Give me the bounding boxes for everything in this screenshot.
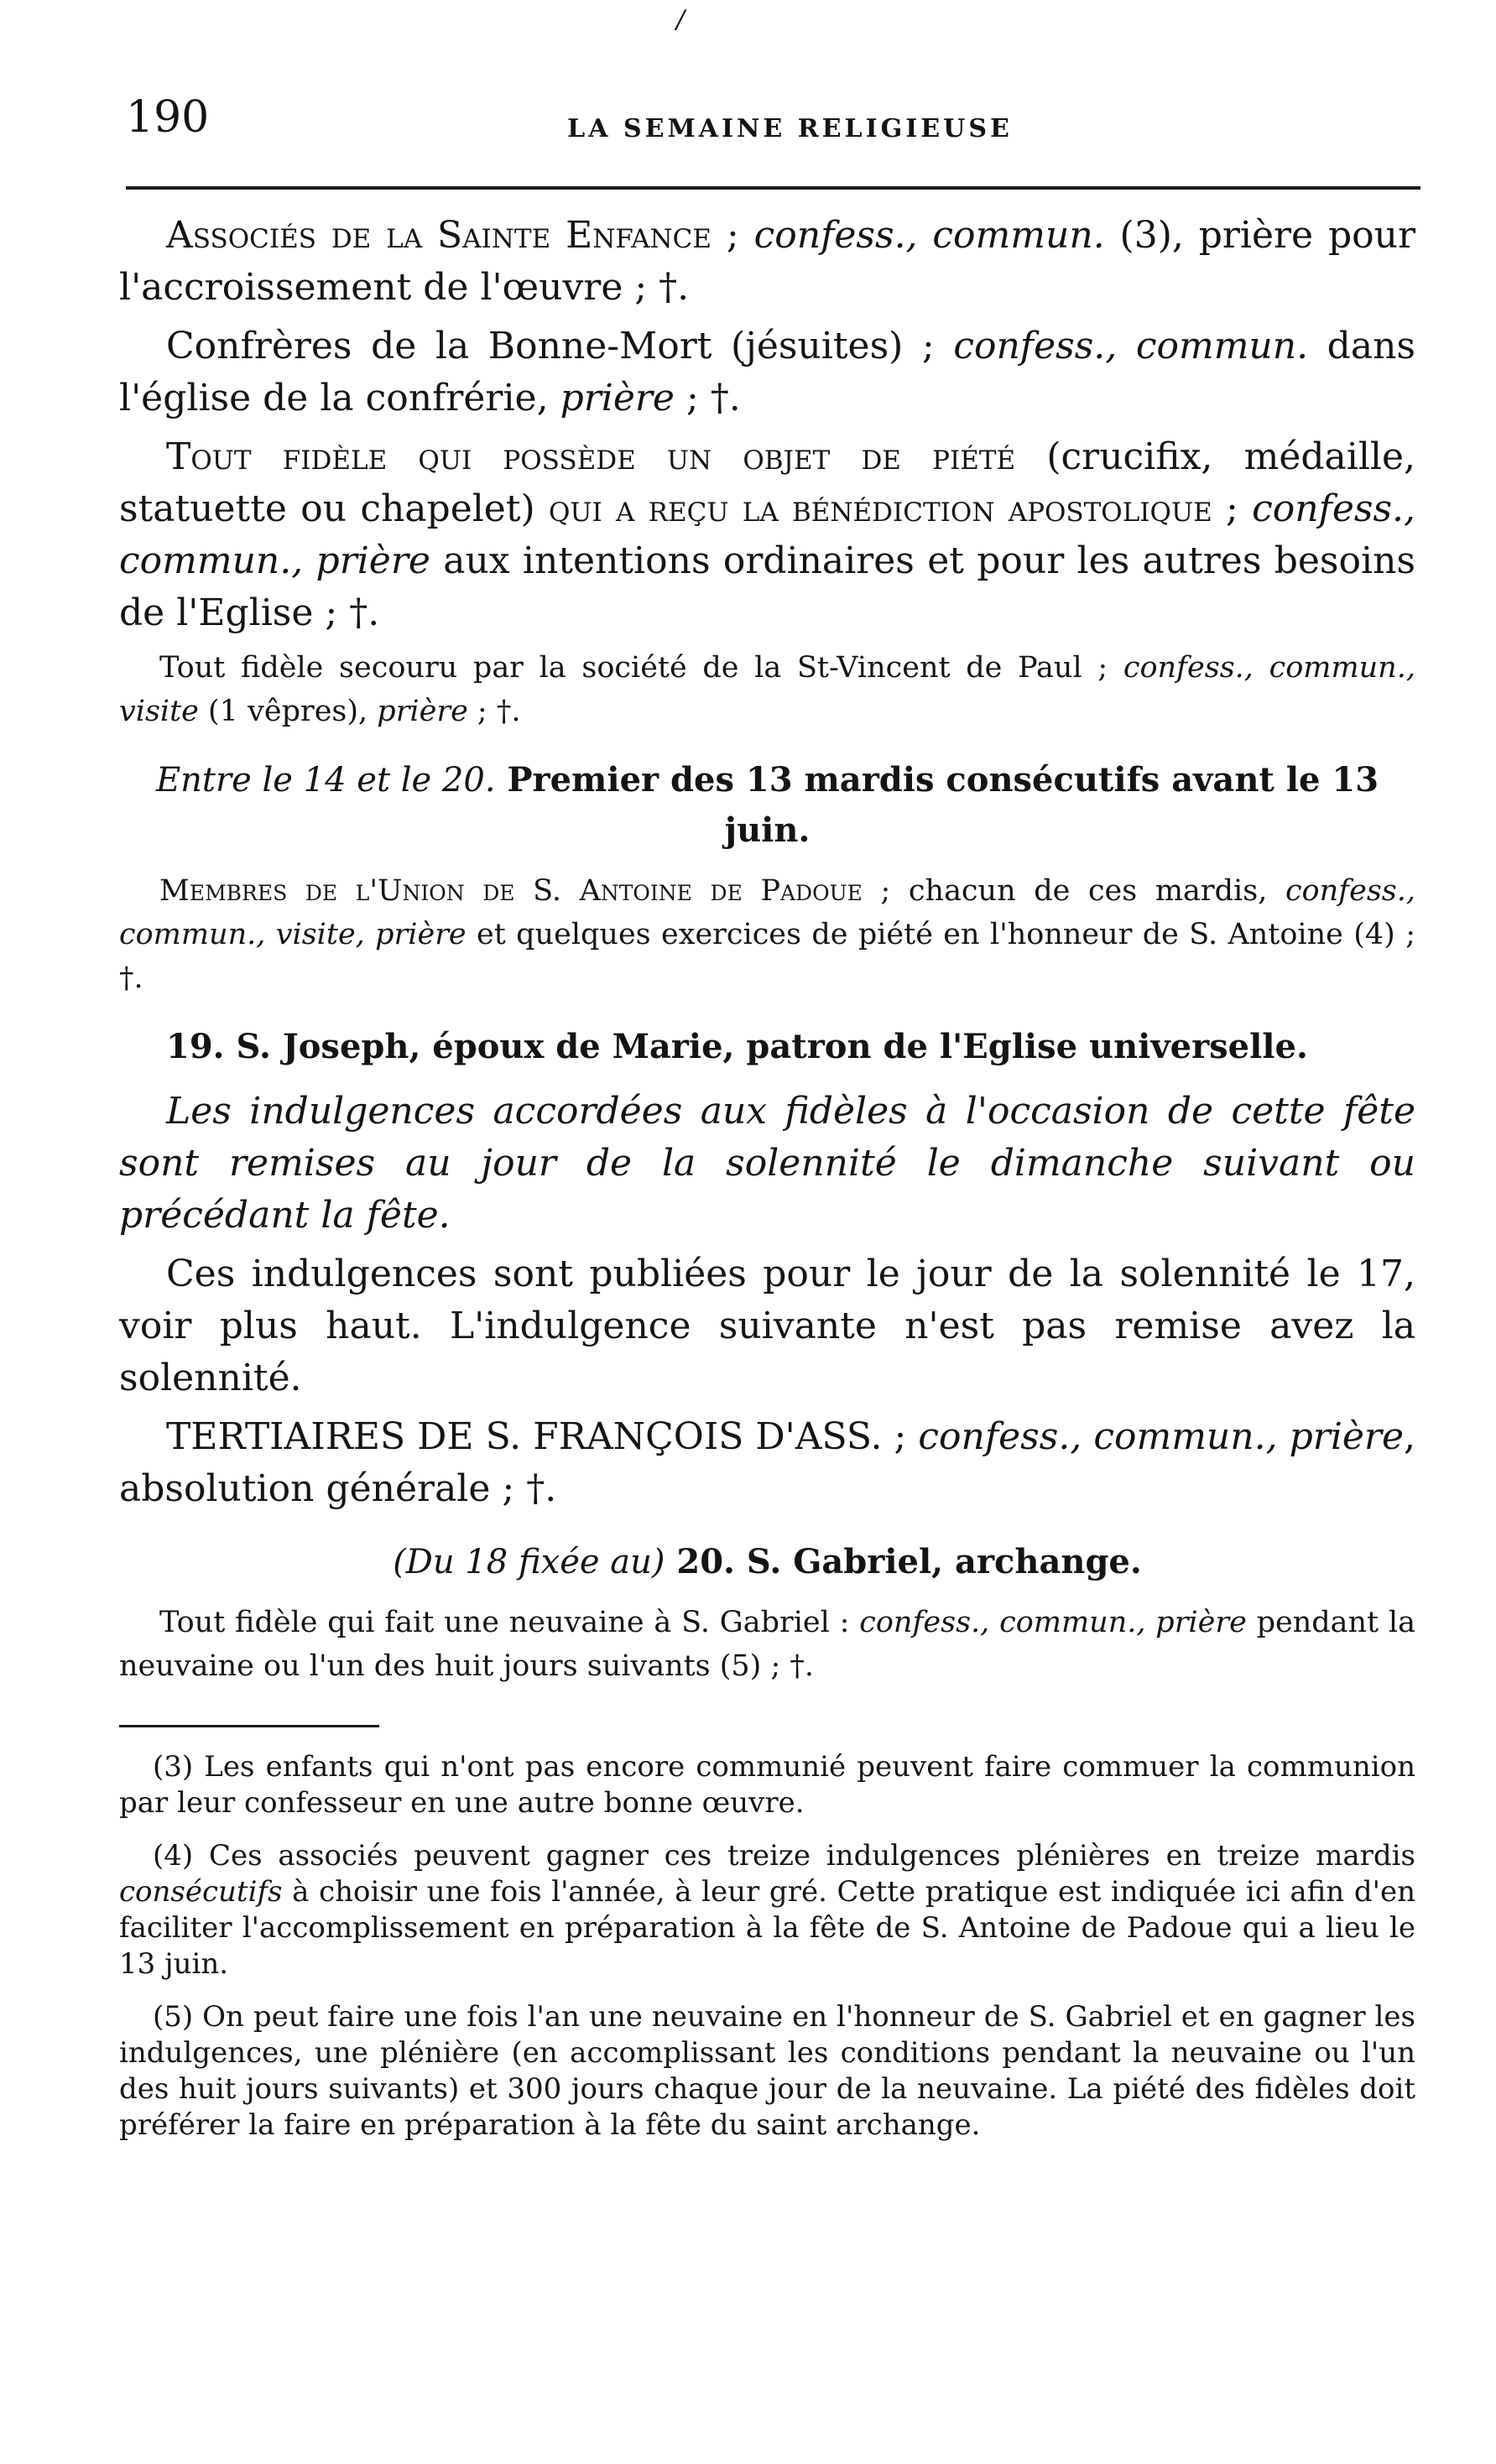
footnote-4: (4) Ces associés peuvent gagner ces treize indulgences plénières en treize mardis consécutifs à choisir une fois l'année, à leur gré. Cette pratique est indiquée ici afin d'en faciliter l'accomplissement en préparation à la fête de S. Antoine de Padoue qui a lieu le 13 juin. [119,1839,1415,1981]
date-heading-s-joseph: 19. S. Joseph, époux de Marie, patron de l'Eglise universelle. [166,1027,1308,1066]
footnote-3: (3) Les enfants qui n'ont pas encore communié peuvent faire commuer la communion par leur confesseur en une autre bonne œuvre. [119,1750,1415,1820]
entry-solennite-17: Ces indulgences sont publiées pour le jour de la solennité le 17, voir plus haut. L'indulgence suivante n'est pas remise avez la solennité. [119,1253,1415,1399]
entry-sainte-enfance: Associés de la Sainte Enfance ; confess., commun. (3), prière pour l'accroissement de l'œuvre ; †. [119,214,1416,309]
entry-tertiaires: TERTIAIRES DE S. FRANÇOIS D'ASS. ; confess., commun., prière, absolution générale ; †. [119,1415,1416,1510]
date-heading-s-gabriel: (Du 18 fixée au) 20. S. Gabriel, archange. [393,1542,1142,1581]
header-rule [126,186,1420,190]
entry-union-s-antoine: Membres de l'Union de S. Antoine de Padoue ; chacun de ces mardis, confess., commun., visite, prière et quelques exercices de piété en l'honneur de S. Antoine (4) ; †. [119,874,1415,995]
footnote-5: (5) On peut faire une fois l'an une neuvaine en l'honneur de S. Gabriel et en gagner les indulgences, une plénière (en accomplissant les conditions pendant la neuvaine ou l'un des huit jours suivants) et 300 jours chaque jour de la neuvaine. La piété des fidèles doit préférer la faire en préparation à la fête du saint archange. [119,2000,1415,2142]
page-body [119,210,1415,2160]
entry-st-vincent: Tout fidèle secouru par la société de la St-Vincent de Paul ; confess., commun., visite (1 vêpres), prière ; †. [119,651,1415,728]
date-heading-13-mardis: Entre le 14 et le 20. Premier des 13 mardis consécutifs avant le 13 juin. [155,760,1379,850]
entry-objet-de-piete: Tout fidèle qui possède un objet de piété (crucifix, médaille, statuette ou chapelet) qui a reçu la bénédiction apostolique ; confess., commun., prière aux intentions ordinaires et pour les autres besoins de l'Eglise ; †. [119,435,1415,634]
page-header [126,92,1420,143]
page-number: 190 [126,92,210,143]
note-indulgences-remises: Les indulgences accordées aux fidèles à l'occasion de cette fête sont remises au jour de la solennité le dimanche suivant ou précédant la fête. [119,1090,1415,1237]
footnote-rule [119,1725,379,1727]
running-title: LA SEMAINE RELIGIEUSE [567,114,1013,143]
top-mark: / [676,5,685,34]
entry-neuvaine-s-gabriel: Tout fidèle qui fait une neuvaine à S. Gabriel : confess., commun., prière pendant la neuvaine ou l'un des huit jours suivants (5) ; †. [119,1606,1415,1683]
entry-bonne-mort: Confrères de la Bonne-Mort (jésuites) ; confess., commun. dans l'église de la confrérie, prière ; †. [119,325,1415,419]
